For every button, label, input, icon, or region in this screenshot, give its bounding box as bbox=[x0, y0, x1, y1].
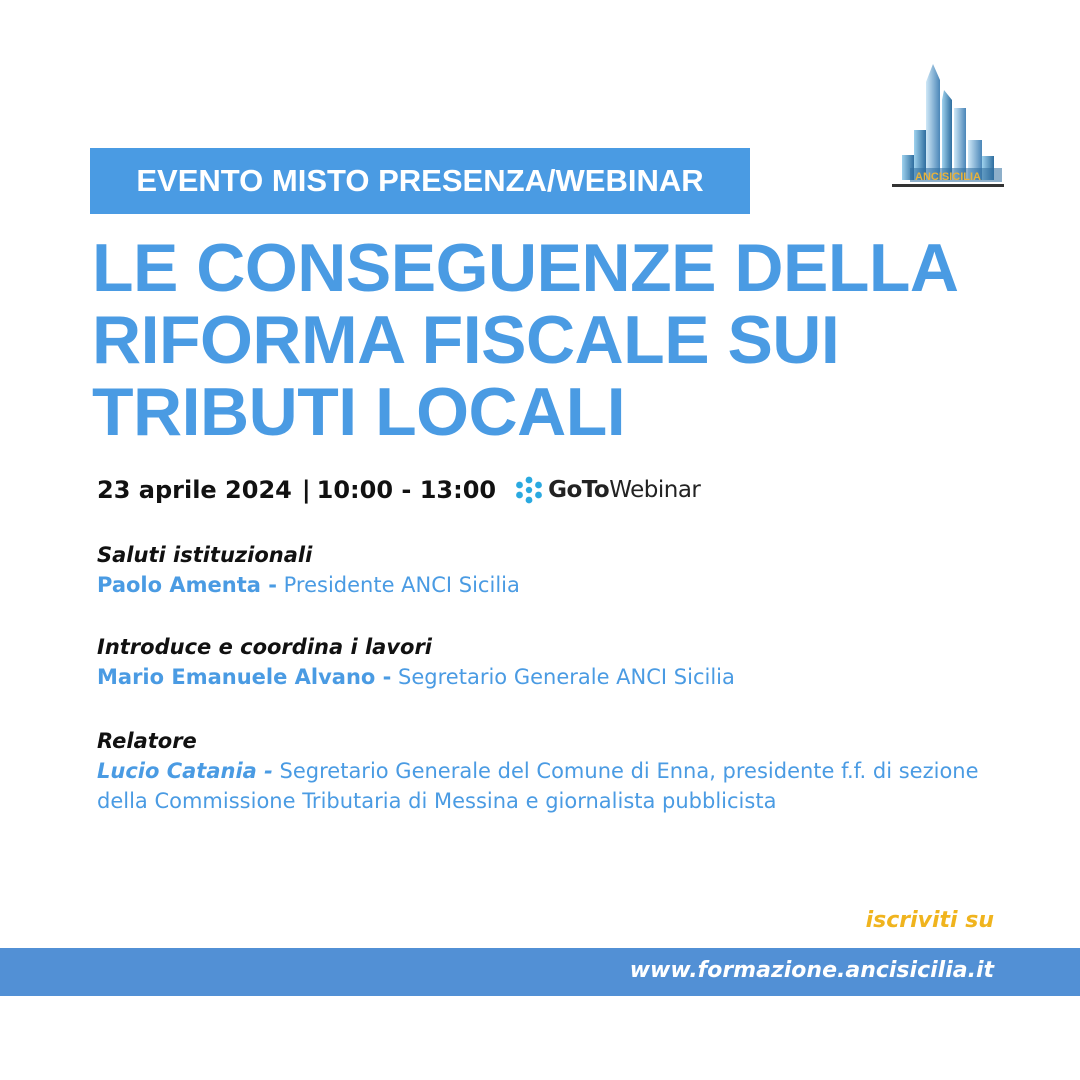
title-line: RIFORMA FISCALE SUI bbox=[92, 302, 840, 378]
speaker-role: Presidente ANCI Sicilia bbox=[276, 573, 520, 597]
section-heading: Introduce e coordina i lavori bbox=[97, 635, 432, 659]
speaker-line bbox=[97, 662, 1037, 692]
gotowebinar-logo bbox=[514, 475, 700, 505]
speaker-line bbox=[97, 756, 997, 816]
title-line: TRIBUTI LOCALI bbox=[92, 374, 626, 450]
title-line: LE CONSEGUENZE DELLA bbox=[92, 230, 959, 306]
schedule-separator: | bbox=[301, 476, 311, 504]
event-time: 10:00 - 13:00 bbox=[316, 476, 497, 504]
speaker-line bbox=[97, 570, 1037, 600]
event-date: 23 aprile 2024 bbox=[97, 476, 292, 504]
section-heading: Saluti istituzionali bbox=[97, 543, 313, 567]
speaker-name: Paolo Amenta - bbox=[97, 573, 277, 597]
section-introduce bbox=[97, 632, 1037, 692]
speaker-name: Lucio Catania - bbox=[97, 759, 273, 783]
signup-cta: iscriviti su bbox=[865, 908, 994, 933]
section-saluti bbox=[97, 540, 1037, 600]
platform-name-bold: GoTo bbox=[548, 477, 610, 503]
speaker-role: Segretario Generale del Comune di Enna, presidente f.f. di sezione della Commissione Tributaria di Messina e giornalista pubblicista bbox=[97, 759, 979, 813]
section-heading: Relatore bbox=[97, 729, 197, 753]
event-schedule bbox=[97, 470, 700, 510]
gotowebinar-icon bbox=[514, 475, 544, 505]
logo-wordmark: ANCISICILIA bbox=[915, 171, 981, 183]
speaker-name: Mario Emanuele Alvano - bbox=[97, 665, 392, 689]
section-relatore bbox=[97, 726, 1037, 816]
signup-url-link[interactable]: www.formazione.ancisicilia.it bbox=[629, 958, 994, 983]
speaker-role: Segretario Generale ANCI Sicilia bbox=[391, 665, 735, 689]
ancisicilia-logo bbox=[888, 60, 1008, 195]
platform-name-regular: Webinar bbox=[609, 477, 701, 503]
event-type-badge: EVENTO MISTO PRESENZA/WEBINAR bbox=[90, 148, 750, 214]
event-title bbox=[92, 232, 1052, 448]
